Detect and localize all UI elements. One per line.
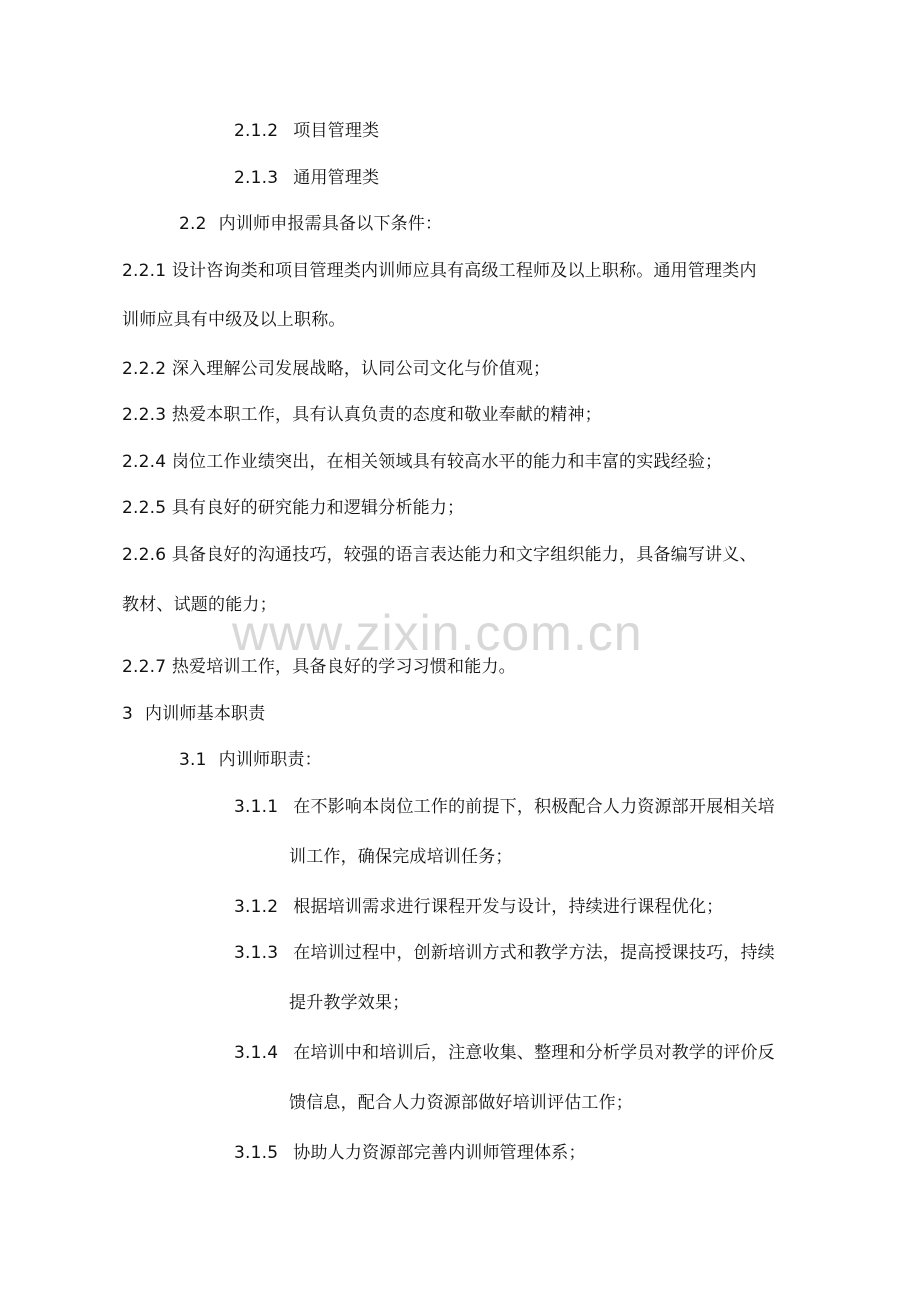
section-number: 3.1.4 xyxy=(234,1043,279,1063)
watermark: www.zixin.com.cn xyxy=(232,605,643,661)
item-3-1-3-cont: 提升教学效果； xyxy=(289,993,410,1013)
section-number: 3.1.5 xyxy=(234,1143,279,1163)
section-text: 内训师职责： xyxy=(218,750,322,770)
heading-3 xyxy=(122,702,265,726)
item-2-1-2 xyxy=(234,119,379,143)
item-3-1-2 xyxy=(234,895,723,919)
item-2-2-6-cont: 教材、试题的能力； xyxy=(122,595,277,615)
section-number: 3.1.2 xyxy=(234,897,279,917)
section-text: 项目管理类 xyxy=(293,121,380,141)
section-number: 3.1.3 xyxy=(234,943,279,963)
section-number: 3.1 xyxy=(179,750,207,770)
item-2-2-3: 2.2.3 热爱本职工作，具有认真负责的态度和敬业奉献的精神； xyxy=(122,405,602,425)
item-2-2 xyxy=(179,212,442,236)
item-3-1-5 xyxy=(234,1141,586,1165)
section-text: 协助人力资源部完善内训师管理体系； xyxy=(293,1143,586,1163)
item-2-2-7: 2.2.7 热爱培训工作，具备良好的学习习惯和能力。 xyxy=(122,657,516,677)
item-2-2-2: 2.2.2 深入理解公司发展战略，认同公司文化与价值观； xyxy=(122,359,551,379)
section-text: 在培训过程中，创新培训方式和教学方法，提高授课技巧，持续 xyxy=(293,943,775,963)
item-3-1-4 xyxy=(234,1041,775,1065)
section-text: 通用管理类 xyxy=(293,168,380,188)
section-text: 根据培训需求进行课程开发与设计，持续进行课程优化； xyxy=(293,897,724,917)
section-number: 3 xyxy=(122,704,134,724)
item-2-2-1: 2.2.1 设计咨询类和项目管理类内训师应具有高级工程师及以上职称。通用管理类内 xyxy=(122,261,757,281)
section-number: 2.2 xyxy=(179,214,207,234)
item-2-2-6: 2.2.6 具备良好的沟通技巧，较强的语言表达能力和文字组织能力，具备编写讲义、 xyxy=(122,545,757,565)
item-2-1-3 xyxy=(234,166,379,190)
section-text: 在不影响本岗位工作的前提下，积极配合人力资源部开展相关培 xyxy=(293,797,775,817)
section-text: 内训师申报需具备以下条件： xyxy=(218,214,443,234)
item-3-1-3 xyxy=(234,941,775,965)
section-number: 3.1.1 xyxy=(234,797,279,817)
item-2-2-1-cont: 训师应具有中级及以上职称。 xyxy=(122,310,346,330)
section-text: 内训师基本职责 xyxy=(145,704,266,724)
item-2-2-5: 2.2.5 具有良好的研究能力和逻辑分析能力； xyxy=(122,498,465,518)
section-number: 2.1.2 xyxy=(234,121,279,141)
item-3-1-1 xyxy=(234,795,775,819)
item-3-1 xyxy=(179,748,322,772)
item-2-2-4: 2.2.4 岗位工作业绩突出，在相关领域具有较高水平的能力和丰富的实践经验； xyxy=(122,452,723,472)
item-3-1-1-cont: 训工作，确保完成培训任务； xyxy=(289,847,513,867)
section-number: 2.1.3 xyxy=(234,168,279,188)
item-3-1-4-cont: 馈信息，配合人力资源部做好培训评估工作； xyxy=(289,1093,633,1113)
section-text: 在培训中和培训后，注意收集、整理和分析学员对教学的评价反 xyxy=(293,1043,775,1063)
